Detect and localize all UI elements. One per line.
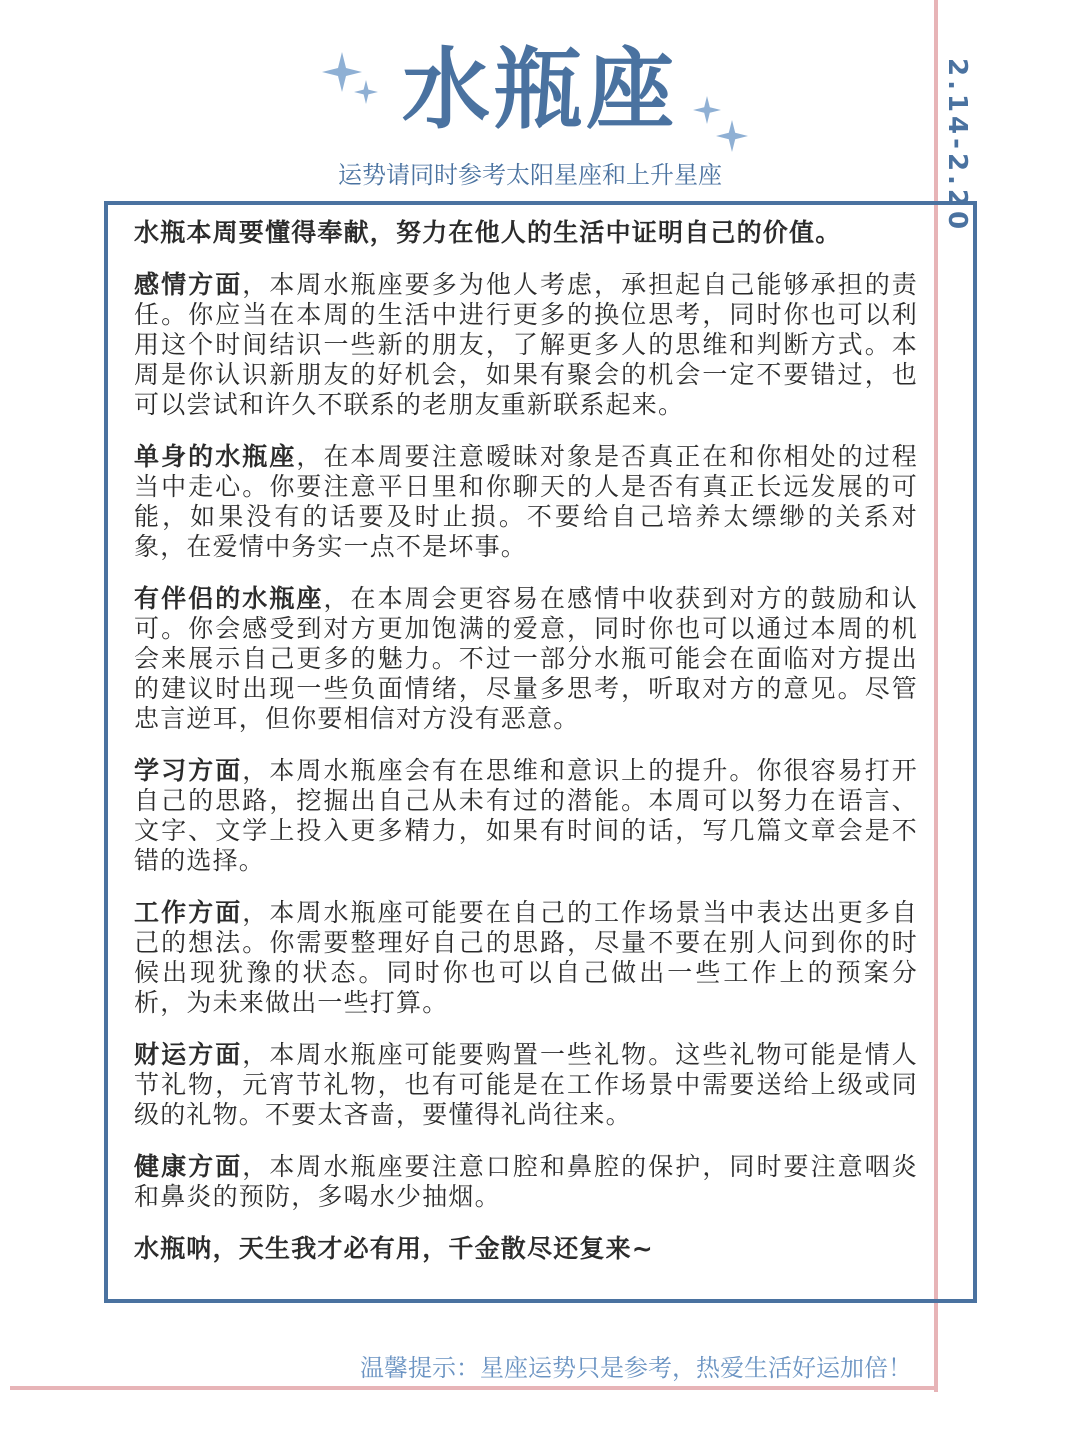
section-body: ，在本周会更容易在感情中收获到对方的鼓励和认可。你会感受到对方更加饱满的爱意，同时你也可以通过本周的机会来展示自己更多的魅力。不过一部分水瓶可能会在面临对方提出的建议时出现一些负面情绪，尽量多思考，听取对方的意见。尽管忠言逆耳，但你要相信对方没有恶意。 [134, 584, 918, 733]
section-body: ，本周水瓶座要注意口腔和鼻腔的保护，同时要注意咽炎和鼻炎的预防，多喝水少抽烟。 [134, 1152, 918, 1211]
page-title: 水瓶座 [401, 38, 678, 141]
section-study [134, 756, 918, 876]
section-heading: 工作方面 [134, 898, 243, 927]
section-partnered [134, 584, 918, 734]
section-body: ，本周水瓶座要多为他人考虑，承担起自己能够承担的责任。你应当在本周的生活中进行更多的换位思考，同时你也可以利用这个时间结识一些新的朋友，了解更多人的思维和判断方式。本周是你认识新朋友的好机会，如果有聚会的机会一定不要错过，也可以尝试和许久不联系的老朋友重新联系起来。 [134, 270, 918, 419]
section-body: ，本周水瓶座会有在思维和意识上的提升。你很容易打开自己的思路，挖掘出自己从未有过的潜能。本周可以努力在语言、文字、文学上投入更多精力，如果有时间的话，写几篇文章会是不错的选择。 [134, 756, 918, 875]
section-body: ，本周水瓶座可能要购置一些礼物。这些礼物可能是情人节礼物，元宵节礼物，也有可能是在工作场景中需要送给上级或同级的礼物。不要太吝啬，要懂得礼尚往来。 [134, 1040, 918, 1129]
closing-text: 水瓶呐，天生我才必有用，千金散尽还复来~ [134, 1234, 654, 1263]
section-single [134, 442, 918, 562]
section-body: ，本周水瓶座可能要在自己的工作场景当中表达出更多自己的想法。你需要整理好自己的思路，尽量不要在别人问到你的时候出现犹豫的状态。同时你也可以自己做出一些工作上的预案分析，为未来做出一些打算。 [134, 898, 918, 1017]
section-heading: 学习方面 [134, 756, 243, 785]
section-heading: 健康方面 [134, 1152, 243, 1181]
horoscope-content [134, 218, 918, 1286]
section-wealth [134, 1040, 918, 1130]
date-range: 2.14-2.20 [942, 58, 972, 234]
section-heading: 有伴侣的水瓶座 [134, 584, 324, 613]
section-work [134, 898, 918, 1018]
intro-text: 水瓶本周要懂得奉献，努力在他人的生活中证明自己的价值。 [134, 218, 842, 247]
subtitle: 运势请同时参考太阳星座和上升星座 [338, 161, 722, 189]
pink-horizontal-line [10, 1386, 938, 1390]
section-heading: 单身的水瓶座 [134, 442, 297, 471]
section-heading: 财运方面 [134, 1040, 243, 1069]
section-health [134, 1152, 918, 1212]
section-love [134, 270, 918, 420]
section-body: ，在本周要注意暧昧对象是否真正在和你相处的过程当中走心。你要注意平日里和你聊天的人是否有真正长远发展的可能，如果没有的话要及时止损。不要给自己培养太缥缈的关系对象，在爱情中务实一点不是坏事。 [134, 442, 918, 561]
footer-tip: 温馨提示：星座运势只是参考，热爱生活好运加倍！ [360, 1354, 912, 1382]
section-heading: 感情方面 [134, 270, 243, 299]
